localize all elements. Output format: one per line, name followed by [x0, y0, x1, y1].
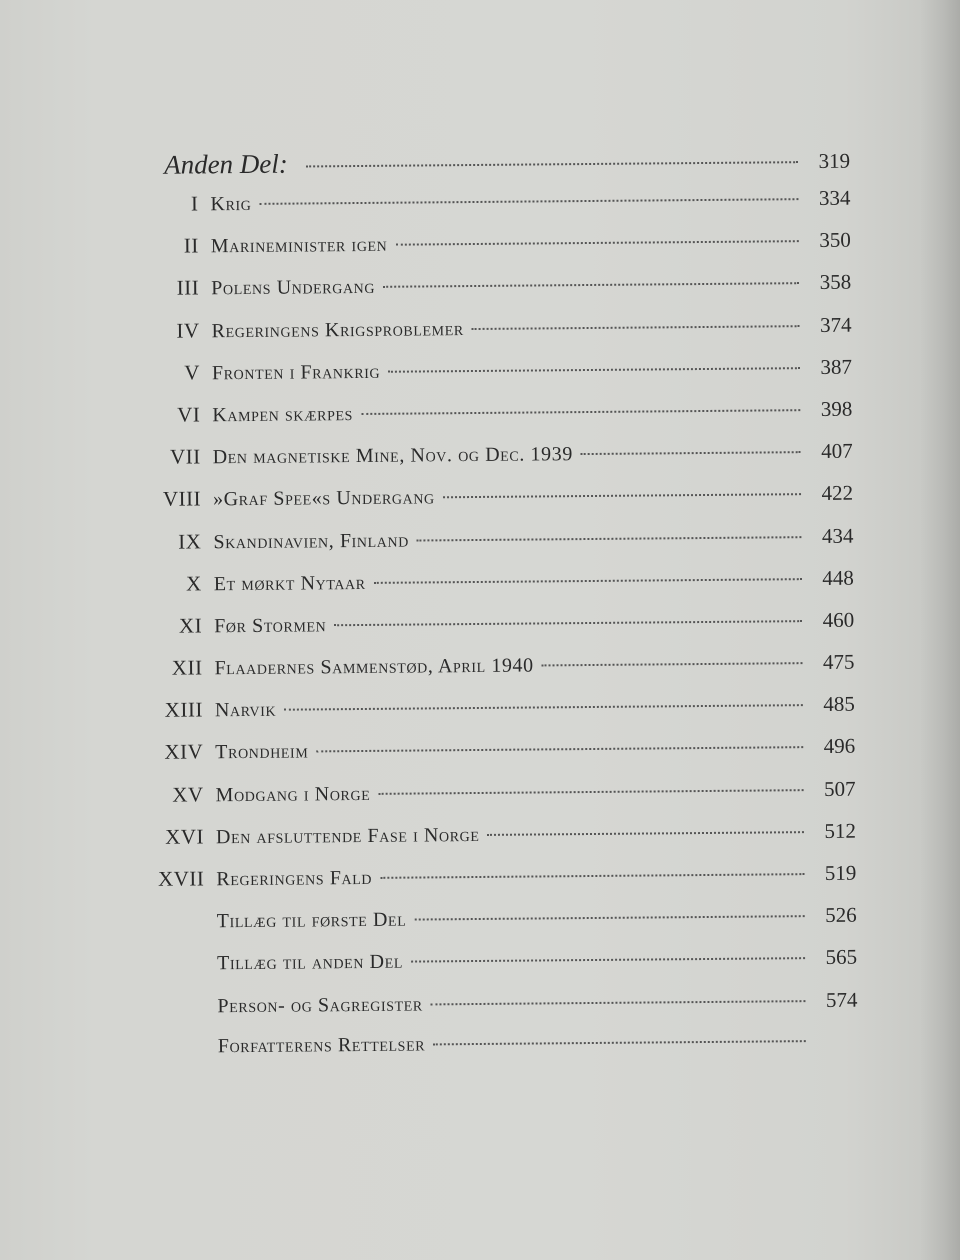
dot-leader: [306, 161, 798, 167]
toc-entry: [136, 776, 856, 824]
toc-entry: [131, 270, 851, 318]
chapter-number: X: [186, 571, 202, 596]
page-number: 460: [822, 607, 855, 632]
chapter-number: V: [184, 360, 201, 385]
toc-entry: [134, 608, 854, 656]
chapter-title: Narvik: [214, 698, 277, 722]
dot-leader: [417, 536, 802, 541]
chapter-number: XVI: [165, 824, 205, 849]
chapter-title: Regeringens Fald: [216, 866, 373, 891]
toc-entry: [137, 987, 857, 1035]
toc-entry: [134, 565, 854, 613]
part-page-number: 319: [818, 148, 851, 173]
chapter-number: [138, 1052, 218, 1053]
chapter-number: II: [183, 233, 199, 258]
dot-leader: [334, 620, 802, 626]
dot-leader: [316, 747, 803, 753]
toc-entry: [133, 523, 853, 571]
page-number: 475: [822, 649, 855, 675]
chapter-title: Tillæg til første Del: [216, 908, 407, 933]
dot-leader: [374, 578, 802, 584]
chapter-title: Skandinavien, Finland: [213, 529, 409, 553]
chapter-number: XI: [178, 613, 203, 638]
page-number: 422: [821, 481, 854, 506]
chapter-number: XVII: [157, 866, 205, 891]
dot-leader: [433, 1040, 806, 1045]
page-number: 519: [824, 860, 857, 885]
dot-leader: [284, 704, 803, 711]
chapter-title: »Graf Spee«s Undergang: [212, 486, 435, 511]
toc-entries: [130, 186, 858, 1078]
dot-leader: [472, 325, 800, 330]
chapter-number: [138, 1012, 218, 1013]
page-number: 507: [823, 776, 856, 801]
toc-entry: [131, 228, 851, 276]
page-number: 434: [821, 523, 854, 548]
toc-entry: [135, 692, 855, 740]
page-number: 526: [825, 902, 857, 928]
dot-leader: [259, 198, 798, 205]
dot-leader: [388, 367, 800, 373]
toc-entry: [132, 354, 852, 402]
chapter-number: VIII: [162, 486, 202, 512]
chapter-number: VII: [169, 444, 201, 469]
dot-leader: [361, 409, 800, 415]
chapter-title: Kampen skærpes: [212, 403, 354, 427]
chapter-title: Regeringens Krigsproblemer: [211, 317, 464, 342]
page-number: 358: [819, 270, 852, 295]
page-number: 374: [819, 312, 852, 337]
chapter-number: III: [176, 275, 200, 300]
page-number: 485: [823, 691, 855, 717]
dot-leader: [443, 493, 801, 498]
toc-entry: [135, 734, 855, 782]
chapter-number: IV: [176, 317, 200, 343]
table-of-contents: [130, 144, 858, 1078]
toc-entry: [137, 945, 857, 993]
toc-entry: [130, 186, 850, 234]
page-edge-shadow: [920, 0, 960, 1260]
page-number: 334: [818, 185, 851, 210]
chapter-title: Den magnetiske Mine, Nov. og Dec. 1939: [212, 443, 574, 469]
chapter-title: Krig: [210, 192, 252, 216]
toc-entry: [133, 481, 853, 529]
chapter-number: I: [190, 191, 199, 216]
chapter-number: XII: [171, 655, 203, 680]
dot-leader: [383, 283, 799, 289]
part-header: [130, 144, 850, 190]
page-number: 448: [822, 565, 854, 590]
chapter-number: VI: [177, 402, 201, 427]
toc-entry: [133, 439, 853, 487]
page-number: 407: [821, 438, 853, 464]
page-number: 387: [820, 354, 853, 379]
dot-leader: [414, 915, 804, 920]
toc-entry: [136, 861, 856, 909]
page-number: 350: [819, 227, 851, 253]
chapter-number: [137, 970, 217, 971]
toc-entry: [132, 397, 852, 445]
toc-entry: [134, 650, 854, 698]
chapter-title: Trondheim: [215, 740, 309, 764]
dot-leader: [542, 662, 803, 666]
dot-leader: [395, 240, 798, 246]
page-number: 574: [825, 987, 858, 1012]
chapter-number: XIII: [164, 697, 203, 722]
page-number: 512: [824, 818, 857, 843]
chapter-title: Flaadernes Sammenstød, April 1940: [214, 654, 534, 680]
chapter-title: Marineminister igen: [210, 233, 388, 258]
toc-entry: [138, 1029, 858, 1077]
dot-leader: [380, 873, 804, 879]
chapter-title: Modgang i Norge: [215, 782, 371, 806]
dot-leader: [487, 831, 804, 836]
toc-entry: [136, 819, 856, 867]
chapter-number: XIV: [164, 739, 204, 765]
part-title: Anden Del:: [163, 148, 288, 180]
chapter-title: Et mørkt Nytaar: [213, 571, 366, 595]
page-number: 496: [823, 734, 856, 759]
chapter-title: Fronten i Frankrig: [211, 360, 381, 385]
chapter-title: Tillæg til anden Del: [217, 951, 404, 975]
chapter-title: Person- og Sagregister: [217, 993, 423, 1017]
chapter-number: IX: [178, 528, 202, 554]
chapter-title: Polens Undergang: [211, 276, 376, 300]
dot-leader: [431, 1000, 806, 1005]
chapter-title: Før Stormen: [214, 614, 327, 638]
toc-entry: [131, 312, 851, 360]
page-number: 565: [825, 945, 858, 970]
chapter-number: [137, 927, 217, 928]
dot-leader: [411, 958, 805, 963]
chapter-number: XV: [172, 782, 204, 807]
page-number: 398: [820, 396, 853, 421]
toc-entry: [137, 903, 857, 951]
chapter-title: Den afsluttende Fase i Norge: [215, 823, 480, 849]
dot-leader: [581, 451, 801, 455]
chapter-title: Forfatterens Rettelser: [217, 1033, 426, 1058]
dot-leader: [378, 789, 803, 795]
